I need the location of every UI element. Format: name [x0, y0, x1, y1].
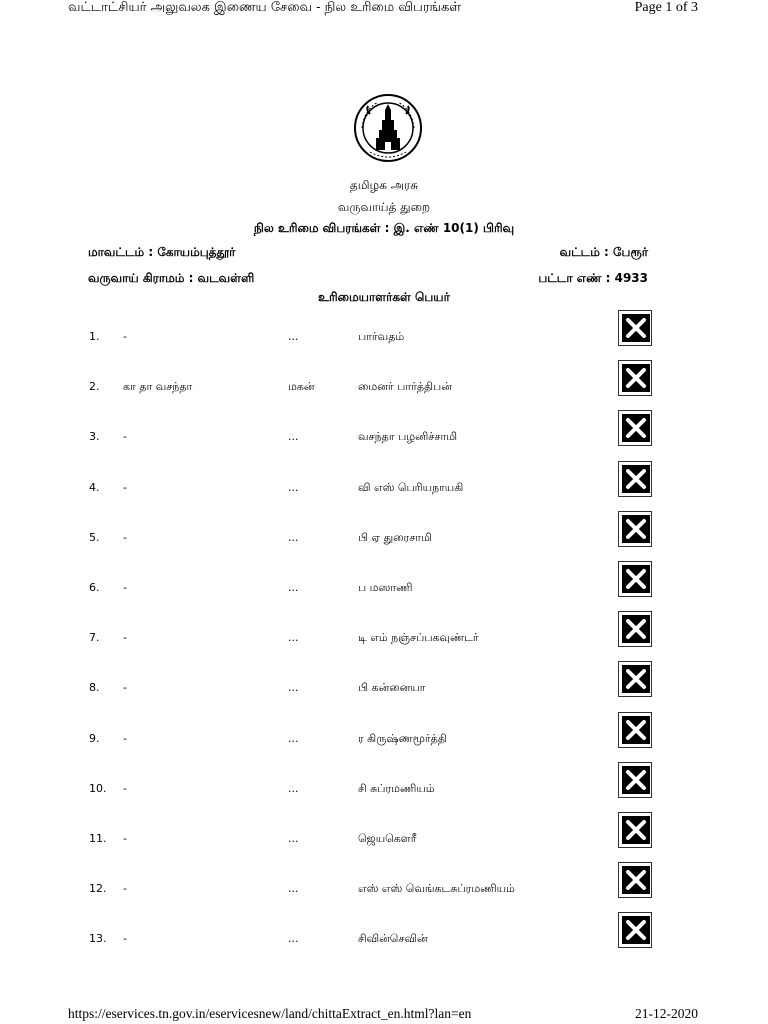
owner-father-name: -	[123, 681, 127, 695]
owner-name: ப மஸாணி	[358, 581, 413, 594]
owner-father-name: -	[123, 330, 127, 343]
broken-image-icon	[618, 461, 652, 497]
owner-row	[0, 772, 768, 822]
print-date: 21-12-2020	[635, 1006, 698, 1021]
owner-name: வி எஸ் பெரியநாயகி	[358, 480, 464, 494]
extract-title: நில உரிமை விபரங்கள் : இ. எண் 10(1) பிரிவு	[253, 221, 515, 235]
owner-relation: ...	[288, 631, 299, 645]
owner-number: 1.	[89, 330, 100, 343]
owner-row	[0, 571, 768, 621]
owner-father-name: -	[123, 430, 127, 444]
broken-image-icon	[618, 912, 652, 948]
owner-relation: மகன்	[288, 380, 315, 394]
owner-name: பார்வதம்	[358, 330, 405, 343]
owner-relation: ...	[288, 530, 299, 544]
owner-number: 12.	[89, 882, 107, 896]
owner-number: 6.	[89, 581, 100, 594]
owner-relation: ...	[288, 480, 299, 494]
page-number: Page 1 of 3	[634, 0, 698, 15]
owner-father-name: -	[123, 631, 127, 645]
owner-father-name: -	[123, 781, 127, 795]
owner-number: 13.	[89, 932, 107, 946]
owner-relation: ...	[288, 430, 299, 444]
owner-father-name: -	[123, 932, 127, 946]
owner-row	[0, 822, 768, 872]
village-field: வருவாய் கிராமம் : வடவள்ளி	[88, 271, 255, 285]
owner-name: ர கிருஷ்ணமூர்த்தி	[358, 731, 447, 745]
owner-row	[0, 420, 768, 470]
owner-name: ஜெயகௌரீ	[358, 832, 417, 845]
owner-relation: ...	[288, 832, 299, 845]
patta-number: பட்டா எண் : 4933	[538, 271, 648, 285]
owner-number: 5.	[89, 530, 100, 544]
broken-image-icon	[618, 762, 652, 798]
owner-number: 4.	[89, 480, 100, 494]
owner-number: 9.	[89, 731, 100, 745]
tamil-nadu-emblem-icon	[352, 92, 424, 164]
owner-relation: ...	[288, 731, 299, 745]
owner-number: 3.	[89, 430, 100, 444]
owner-relation: ...	[288, 581, 299, 594]
page-url: https://eservices.tn.gov.in/eservicesnew/land/chittaExtract_en.html?lan=en	[68, 1006, 472, 1021]
owner-father-name: -	[123, 480, 127, 494]
owner-father-name: -	[123, 832, 127, 845]
broken-image-icon	[618, 410, 652, 446]
district-field: மாவட்டம் : கோயம்புத்தூர்	[88, 245, 236, 259]
owner-number: 7.	[89, 631, 100, 645]
government-name: தமிழக அரசு	[349, 178, 419, 192]
owner-row	[0, 872, 768, 922]
owner-relation: ...	[288, 882, 299, 896]
owner-name: எஸ் எஸ் வெங்கடசுப்ரமணியம்	[358, 882, 515, 896]
owner-relation: ...	[288, 781, 299, 795]
owner-name: டி எம் நஞ்சப்பகவுண்டர்	[358, 631, 479, 645]
owner-number: 10.	[89, 781, 107, 795]
owner-name: பி ஏ துரைசாமி	[358, 530, 432, 544]
taluk-field: வட்டம் : பேரூர்	[559, 245, 648, 259]
broken-image-icon	[618, 561, 652, 597]
owner-row	[0, 370, 768, 420]
owner-father-name: -	[123, 731, 127, 745]
owner-name: சிவின்செவின்	[358, 932, 428, 946]
owner-relation: ...	[288, 330, 299, 343]
owner-row	[0, 722, 768, 772]
owner-row	[0, 521, 768, 571]
broken-image-icon	[618, 712, 652, 748]
owner-father-name: -	[123, 882, 127, 896]
department-name: வருவாய்த் துறை	[337, 200, 431, 214]
owner-father-name: -	[123, 530, 127, 544]
owner-father-name: -	[123, 581, 127, 594]
broken-image-icon	[618, 661, 652, 697]
broken-image-icon	[618, 862, 652, 898]
owner-number: 11.	[89, 832, 107, 845]
owner-row	[0, 671, 768, 721]
owner-number: 8.	[89, 681, 100, 695]
broken-image-icon	[618, 360, 652, 396]
broken-image-icon	[618, 611, 652, 647]
owners-heading: உரிமையாளர்கள் பெயர்	[318, 290, 450, 304]
owner-name: சி சுப்ரமணியம்	[358, 781, 435, 795]
owner-father-name: கா தா வசந்தா	[123, 380, 193, 394]
broken-image-icon	[618, 310, 652, 346]
print-header-title: வட்டாட்சியர் அலுவலக இணைய சேவை - நில உரிமை விபரங்கள்	[68, 0, 461, 15]
broken-image-icon	[618, 511, 652, 547]
owner-relation: ...	[288, 932, 299, 946]
owner-row	[0, 922, 768, 972]
owner-name: பி கன்னையா	[358, 681, 426, 695]
owner-row	[0, 621, 768, 671]
broken-image-icon	[618, 812, 652, 848]
owner-number: 2.	[89, 380, 100, 394]
owner-row	[0, 471, 768, 521]
owner-relation: ...	[288, 681, 299, 695]
owner-name: மைனர் பார்த்திபன்	[358, 380, 452, 394]
owner-name: வசந்தா பழனிச்சாமி	[358, 430, 458, 444]
owner-row	[0, 320, 768, 370]
